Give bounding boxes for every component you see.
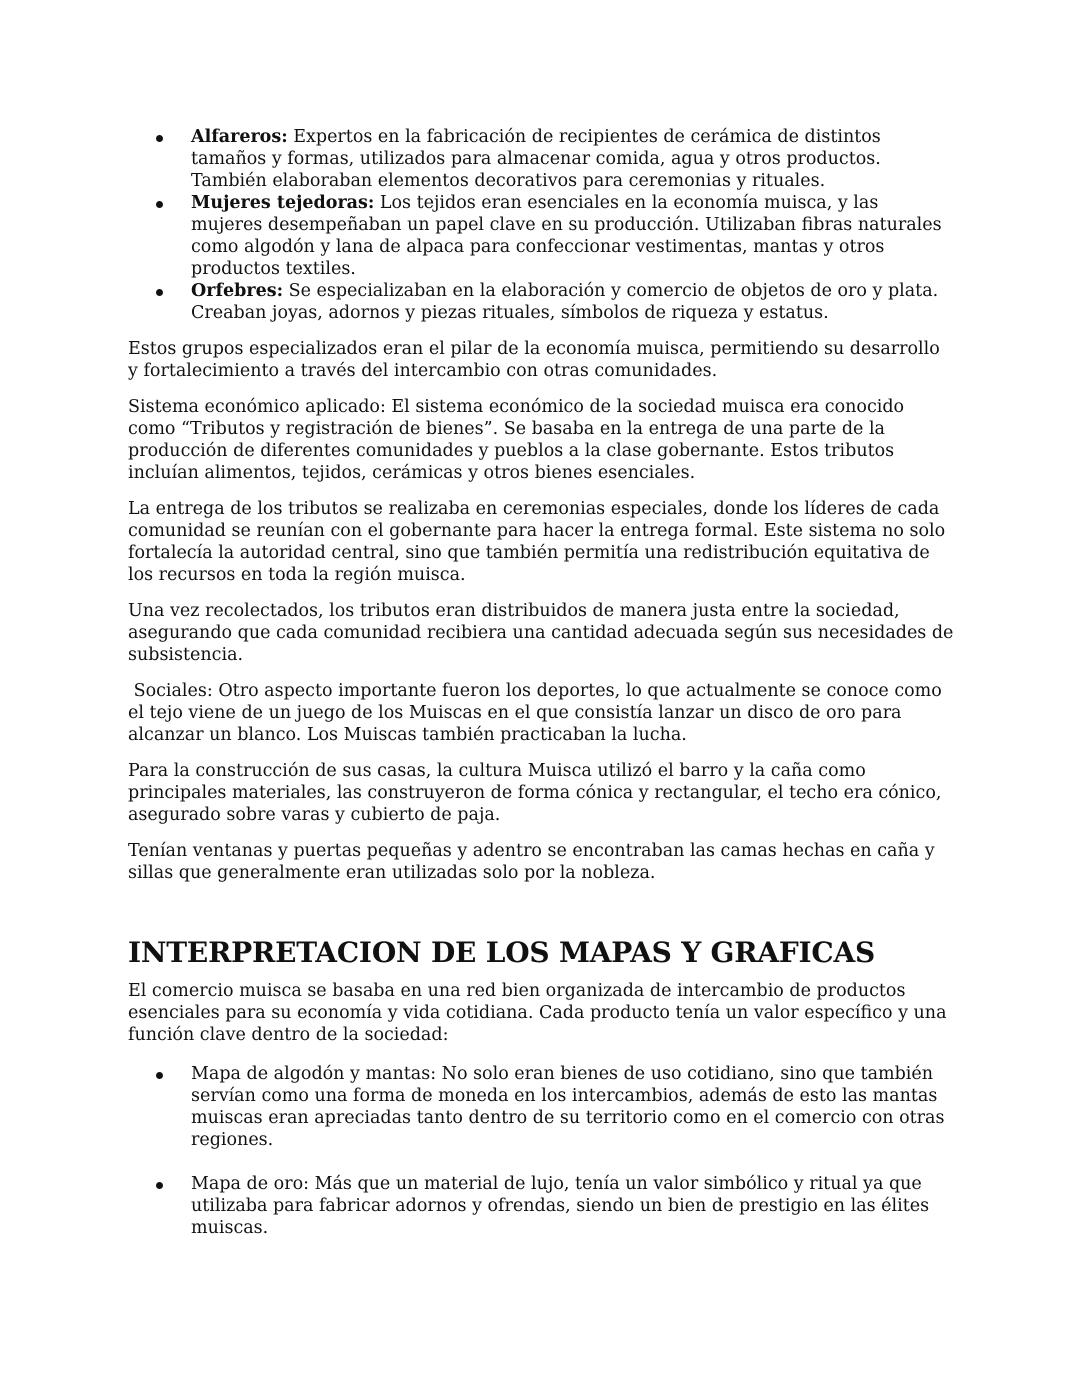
list-item-term: Mujeres tejedoras: [191,193,375,213]
paragraph-sociales: Sociales: Otro aspecto importante fueron los deportes, lo que actualmente se conoce como el tejo viene de un juego de los Muiscas en el que consistía lanzar un disco de oro para alcanzar un blanco. Los Muiscas también practicaban la lucha. [128,681,948,745]
paragraph-grupos: Estos grupos especializados eran el pilar de la economía muisca, permitiendo su desarrollo y fortalecimiento a través del intercambio con otras comunidades. [128,339,940,381]
list-item-mapa-algodon [128,1063,954,1151]
list-item-text: Mapa de oro: Más que un material de lujo, tenía un valor simbólico y ritual ya que utilizaba para fabricar adornos y ofrendas, siendo un bien de prestigio en las élites muiscas. [191,1174,930,1238]
paragraph-sistema-economico: Sistema económico aplicado: El sistema económico de la sociedad muisca era conocido como “Tributos y registración de bienes”. Se basaba en la entrega de una parte de la producción de diferentes comunidades y pueblos a la clase gobernante. Estos tributos incluían alimentos, tejidos, cerámicas y otros bienes esenciales. [128,397,905,483]
document-page [128,126,954,1239]
list-item-mapa-oro [128,1173,954,1239]
bullet-icon [156,135,163,142]
list-item-term: Orfebres: [191,281,284,301]
bullet-icon [156,201,163,208]
occupations-list [128,126,954,324]
list-item-text: Expertos en la fabricación de recipientes de cerámica de distintos tamaños y formas, utilizados para almacenar comida, agua y otros productos. También elaboraban elementos decorativos para ceremonias y rituales. [191,127,881,191]
list-item-mujeres-tejedoras [128,192,954,280]
maps-list [128,1063,954,1239]
list-item-text: Los tejidos eran esenciales en la economía muisca, y las mujeres desempeñaban un papel clave en su producción. Utilizaban fibras naturales como algodón y lana de alpaca para confeccionar vestimentas, mantas y otros productos textiles. [191,193,942,279]
section-intro: El comercio muisca se basaba en una red bien organizada de intercambio de productos esenciales para su economía y vida cotidiana. Cada producto tenía un valor específico y una función clave dentro de la sociedad: [128,981,947,1045]
paragraph-ventanas: Tenían ventanas y puertas pequeñas y adentro se encontraban las camas hechas en caña y sillas que generalmente eran utilizadas solo por la nobleza. [128,841,935,883]
list-item-orfebres [128,280,954,324]
list-item-text: Mapa de algodón y mantas: No solo eran bienes de uso cotidiano, sino que también servían como una forma de moneda en los intercambios, además de esto las mantas muiscas eran apreciadas tanto dentro de su territorio como en el comercio con otras regiones. [191,1064,945,1150]
bullet-icon [156,289,163,296]
bullet-icon [156,1072,163,1079]
list-item-term: Alfareros: [191,127,288,147]
list-item-text: Se especializaban en la elaboración y comercio de objetos de oro y plata. Creaban joyas, adornos y piezas rituales, símbolos de riqueza y estatus. [191,281,939,323]
paragraph-entrega-tributos: La entrega de los tributos se realizaba en ceremonias especiales, donde los líderes de cada comunidad se reunían con el gobernante para hacer la entrega formal. Este sistema no solo fortalecía la autoridad central, sino que también permitía una redistribución equitativa de los recursos en toda la región muisca. [128,499,946,585]
section-heading: INTERPRETACION DE LOS MAPAS Y GRAFICAS [128,936,876,969]
paragraph-distribucion: Una vez recolectados, los tributos eran distribuidos de manera justa entre la sociedad, asegurando que cada comunidad recibiera una cantidad adecuada según sus necesidades de subsistencia. [128,601,954,665]
list-item-alfareros [128,126,954,192]
bullet-icon [156,1182,163,1189]
paragraph-construccion: Para la construcción de sus casas, la cultura Muisca utilizó el barro y la caña como principales materiales, las construyeron de forma cónica y rectangular, el techo era cónico, asegurado sobre varas y cubierto de paja. [128,761,942,825]
